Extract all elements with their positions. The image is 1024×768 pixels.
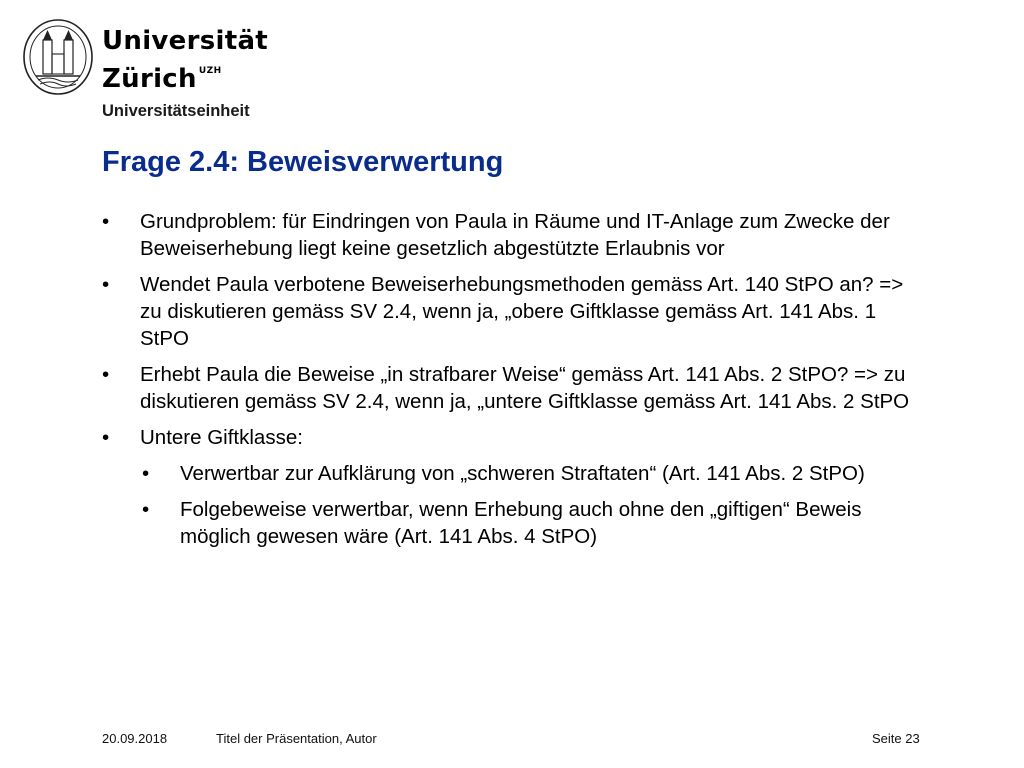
- sub-bullet-item: [102, 496, 922, 550]
- bullet-icon: •: [142, 462, 150, 485]
- footer-page-number: Seite 23: [872, 731, 920, 746]
- bullet-text: Erhebt Paula die Beweise „in strafbarer Weise“ gemäss Art. 141 Abs. 2 StPO? => zu diskutieren gemäss SV 2.4, wenn ja, „untere Giftklasse gemäss Art. 141 Abs. 2 StPO: [140, 363, 910, 413]
- footer-date: 20.09.2018: [102, 731, 168, 746]
- university-unit: Universitätseinheit: [102, 102, 250, 120]
- slide-title: Frage 2.4: Beweisverwertung: [102, 146, 504, 178]
- university-seal-icon: [22, 18, 94, 96]
- bullet-text: Folgebeweise verwertbar, wenn Erhebung auch ohne den „giftigen“ Beweis möglich gewesen wäre (Art. 141 Abs. 4 StPO): [180, 498, 862, 548]
- bullet-icon: •: [102, 363, 110, 386]
- bullet-icon: •: [142, 498, 150, 521]
- bullet-item: [102, 208, 922, 262]
- sub-bullet-item: [102, 460, 922, 487]
- footer-presentation-title: Titel der Präsentation, Autor: [216, 731, 377, 746]
- university-suffix: UZH: [198, 66, 222, 76]
- university-name: [102, 26, 268, 94]
- bullet-icon: •: [102, 210, 110, 233]
- bullet-icon: •: [102, 273, 110, 296]
- university-name-line2: [102, 56, 268, 94]
- bullet-item: [102, 271, 922, 352]
- bullet-text: Untere Giftklasse:: [140, 426, 303, 449]
- university-name-line1: Universität: [102, 26, 269, 56]
- bullet-text: Grundproblem: für Eindringen von Paula in Räume und IT-Anlage zum Zwecke der Beweiserhebung liegt keine gesetzlich abgestützte Erlaubnis vor: [140, 210, 890, 260]
- university-name-zurich: Zürich: [102, 64, 197, 94]
- bullet-text: Wendet Paula verbotene Beweiserhebungsmethoden gemäss Art. 140 StPO an? => zu diskutieren gemäss SV 2.4, wenn ja, „obere Giftklasse gemäss Art. 141 Abs. 1 StPO: [140, 273, 904, 350]
- bullet-item: [102, 424, 922, 451]
- bullet-item: [102, 361, 922, 415]
- bullet-icon: •: [102, 426, 110, 449]
- bullet-text: Verwertbar zur Aufklärung von „schweren Straftaten“ (Art. 141 Abs. 2 StPO): [180, 462, 865, 485]
- bullet-list: [102, 208, 922, 559]
